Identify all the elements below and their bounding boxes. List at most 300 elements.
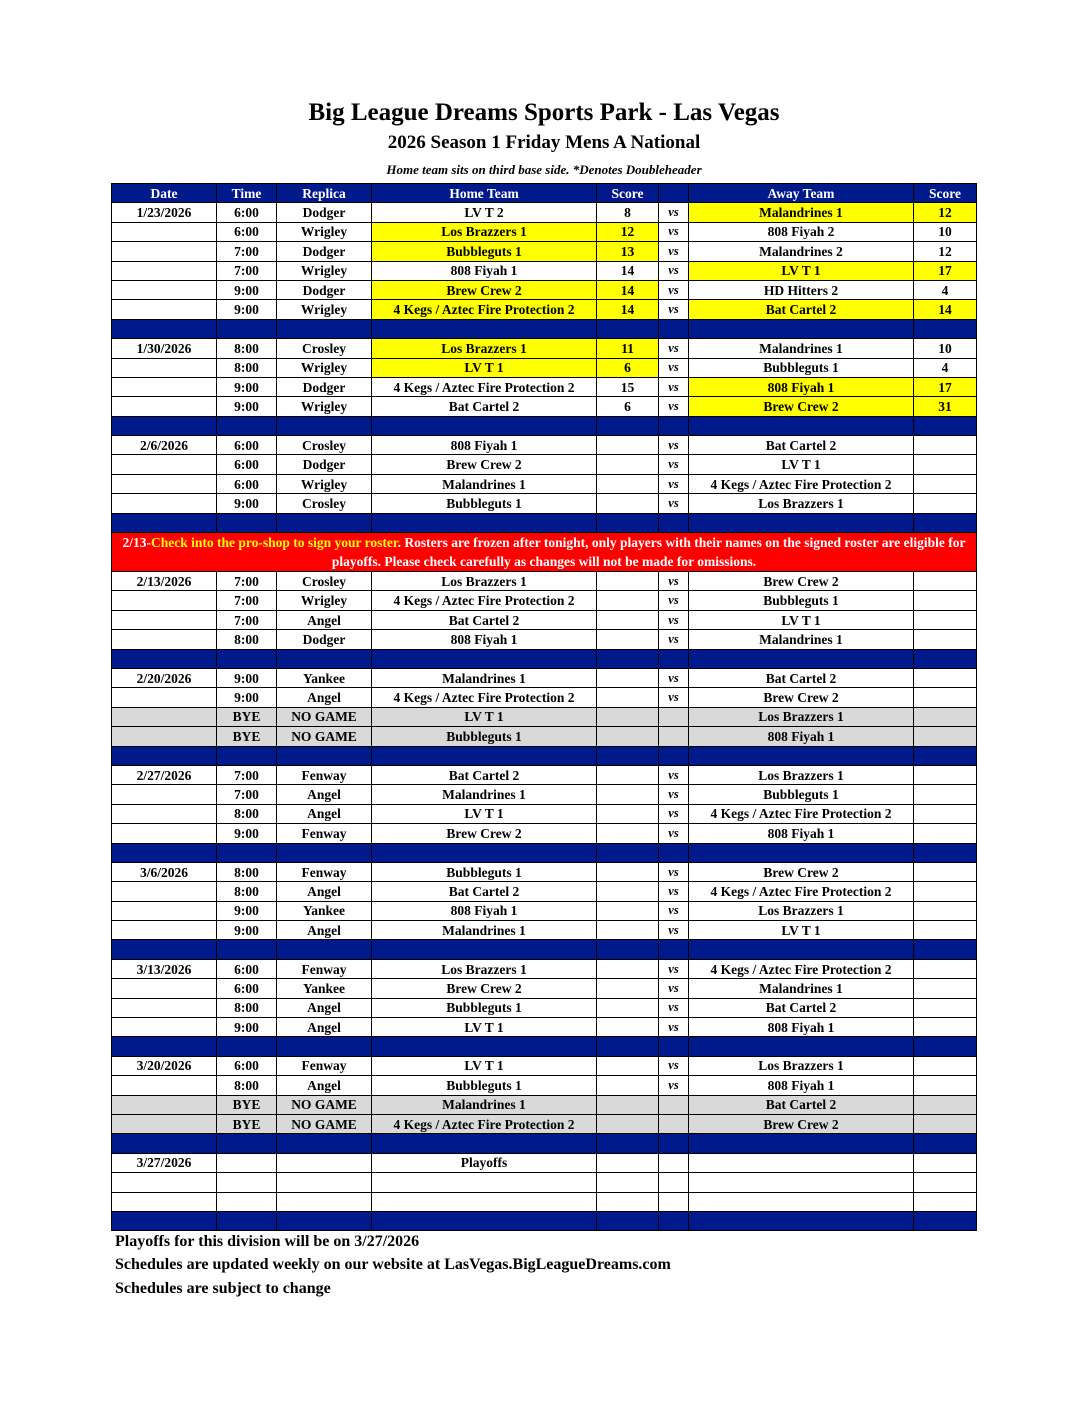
separator-cell	[112, 843, 217, 862]
away-score-cell	[914, 998, 977, 1017]
home-team-cell: Bubbleguts 1	[372, 727, 597, 746]
date-cell: 3/6/2026	[112, 862, 217, 881]
game-row	[112, 785, 977, 804]
away-score-cell	[914, 882, 977, 901]
vs-cell: vs	[659, 765, 689, 784]
vs-cell	[659, 1173, 689, 1192]
away-score-cell	[914, 824, 977, 843]
replica-cell: Crosley	[277, 339, 372, 358]
date-cell: 1/30/2026	[112, 339, 217, 358]
replica-cell: Fenway	[277, 765, 372, 784]
vs-cell: vs	[659, 377, 689, 396]
time-cell: 7:00	[217, 572, 277, 591]
separator-cell	[112, 649, 217, 668]
game-row	[112, 280, 977, 299]
home-team-cell	[372, 1173, 597, 1192]
date-cell	[112, 804, 217, 823]
game-row	[112, 222, 977, 241]
separator-cell	[217, 746, 277, 765]
away-team-cell: Los Brazzers 1	[689, 494, 914, 513]
separator-cell	[597, 649, 659, 668]
separator-cell	[372, 1134, 597, 1153]
separator-cell	[659, 1211, 689, 1230]
date-cell	[112, 901, 217, 920]
col-header-home-team: Home Team	[372, 184, 597, 203]
away-team-cell: Bubbleguts 1	[689, 785, 914, 804]
home-score-cell	[597, 804, 659, 823]
time-cell: 8:00	[217, 1076, 277, 1095]
date-cell	[112, 1173, 217, 1192]
vs-cell: vs	[659, 436, 689, 455]
week-separator-row	[112, 1037, 977, 1056]
separator-cell	[597, 940, 659, 959]
separator-cell	[277, 1211, 372, 1230]
away-score-cell	[914, 1076, 977, 1095]
home-team-cell: Brew Crew 2	[372, 824, 597, 843]
away-team-cell: Bubbleguts 1	[689, 358, 914, 377]
replica-cell: Wrigley	[277, 397, 372, 416]
away-score-cell	[914, 1018, 977, 1037]
time-cell: 9:00	[217, 901, 277, 920]
week-separator-row	[112, 649, 977, 668]
home-team-cell: Bubbleguts 1	[372, 494, 597, 513]
date-cell: 2/13/2026	[112, 572, 217, 591]
separator-cell	[914, 513, 977, 532]
separator-cell	[217, 319, 277, 338]
separator-cell	[112, 940, 217, 959]
footer-disclaimer-line: Schedules are subject to change	[115, 1280, 331, 1297]
roster-notice-row	[112, 533, 977, 572]
date-cell	[112, 610, 217, 629]
home-team-cell: 808 Fiyah 1	[372, 261, 597, 280]
time-cell: BYE	[217, 727, 277, 746]
game-row	[112, 630, 977, 649]
vs-cell: vs	[659, 494, 689, 513]
home-team-cell: Malandrines 1	[372, 1095, 597, 1114]
vs-cell: vs	[659, 668, 689, 687]
time-cell	[217, 1192, 277, 1211]
away-score-cell: 4	[914, 358, 977, 377]
away-score-cell	[914, 1173, 977, 1192]
season-subtitle: 2026 Season 1 Friday Mens A National	[387, 132, 701, 153]
separator-cell	[277, 416, 372, 435]
date-cell	[112, 785, 217, 804]
home-team-cell: LV T 1	[372, 358, 597, 377]
home-team-cell: Los Brazzers 1	[372, 572, 597, 591]
separator-cell	[277, 319, 372, 338]
away-team-cell: Brew Crew 2	[689, 397, 914, 416]
week-separator-row	[112, 1134, 977, 1153]
week-separator-row	[112, 1211, 977, 1230]
away-team-cell: Los Brazzers 1	[689, 901, 914, 920]
home-score-cell: 13	[597, 242, 659, 261]
separator-cell	[659, 649, 689, 668]
replica-cell: Angel	[277, 688, 372, 707]
away-team-cell: Brew Crew 2	[689, 862, 914, 881]
date-cell	[112, 474, 217, 493]
away-team-cell: 4 Kegs / Aztec Fire Protection 2	[689, 959, 914, 978]
separator-cell	[277, 940, 372, 959]
away-score-cell	[914, 630, 977, 649]
home-team-cell: 4 Kegs / Aztec Fire Protection 2	[372, 377, 597, 396]
time-cell: 9:00	[217, 668, 277, 687]
date-cell: 3/20/2026	[112, 1056, 217, 1075]
separator-cell	[914, 746, 977, 765]
away-team-cell: Malandrines 1	[689, 339, 914, 358]
date-cell: 2/20/2026	[112, 668, 217, 687]
home-team-cell: Bubbleguts 1	[372, 242, 597, 261]
notice-highlight: Check into the pro-shop to sign your roster	[151, 535, 398, 551]
away-team-cell: 808 Fiyah 1	[689, 1018, 914, 1037]
replica-cell: Angel	[277, 785, 372, 804]
away-team-cell: Bat Cartel 2	[689, 300, 914, 319]
away-score-cell	[914, 959, 977, 978]
away-score-cell: 12	[914, 203, 977, 222]
schedule-table	[111, 183, 977, 1231]
home-team-cell: Bat Cartel 2	[372, 882, 597, 901]
game-row	[112, 339, 977, 358]
time-cell: 8:00	[217, 882, 277, 901]
home-score-cell	[597, 727, 659, 746]
replica-cell: NO GAME	[277, 727, 372, 746]
time-cell: 6:00	[217, 436, 277, 455]
away-score-cell	[914, 804, 977, 823]
away-score-cell	[914, 591, 977, 610]
replica-cell	[277, 1173, 372, 1192]
game-row	[112, 397, 977, 416]
game-row	[112, 1192, 977, 1211]
time-cell: 9:00	[217, 824, 277, 843]
separator-cell	[217, 1037, 277, 1056]
date-cell	[112, 727, 217, 746]
replica-cell: Fenway	[277, 959, 372, 978]
time-cell: 9:00	[217, 494, 277, 513]
home-team-cell: Malandrines 1	[372, 921, 597, 940]
home-team-cell: LV T 1	[372, 1056, 597, 1075]
game-row	[112, 979, 977, 998]
date-cell	[112, 998, 217, 1017]
week-separator-row	[112, 746, 977, 765]
away-score-cell	[914, 1056, 977, 1075]
date-cell	[112, 707, 217, 726]
vs-cell	[659, 727, 689, 746]
away-score-cell: 12	[914, 242, 977, 261]
vs-cell: vs	[659, 959, 689, 978]
separator-cell	[689, 746, 914, 765]
separator-cell	[689, 416, 914, 435]
away-team-cell: Los Brazzers 1	[689, 765, 914, 784]
away-team-cell: 4 Kegs / Aztec Fire Protection 2	[689, 882, 914, 901]
time-cell: 9:00	[217, 300, 277, 319]
separator-cell	[112, 513, 217, 532]
schedule-body	[112, 203, 977, 1231]
home-team-cell: Bat Cartel 2	[372, 765, 597, 784]
time-cell: 6:00	[217, 222, 277, 241]
col-header-away-score: Score	[914, 184, 977, 203]
time-cell: BYE	[217, 1095, 277, 1114]
game-row	[112, 804, 977, 823]
time-cell: 6:00	[217, 455, 277, 474]
vs-cell: vs	[659, 591, 689, 610]
home-score-cell	[597, 610, 659, 629]
separator-cell	[914, 1037, 977, 1056]
separator-cell	[659, 843, 689, 862]
home-score-cell	[597, 494, 659, 513]
vs-cell: vs	[659, 242, 689, 261]
date-cell	[112, 280, 217, 299]
home-team-cell: 808 Fiyah 1	[372, 901, 597, 920]
separator-cell	[597, 1211, 659, 1230]
separator-cell	[372, 513, 597, 532]
footer-playoffs-line: Playoffs for this division will be on 3/27/2026	[115, 1233, 420, 1250]
home-team-cell: 4 Kegs / Aztec Fire Protection 2	[372, 300, 597, 319]
separator-cell	[277, 513, 372, 532]
notice-date: 2/13-	[122, 535, 152, 551]
away-team-cell: Bubbleguts 1	[689, 591, 914, 610]
away-score-cell	[914, 1095, 977, 1114]
separator-cell	[689, 940, 914, 959]
date-cell	[112, 921, 217, 940]
home-score-cell	[597, 882, 659, 901]
date-cell: 3/27/2026	[112, 1153, 217, 1172]
away-score-cell	[914, 785, 977, 804]
replica-cell: Fenway	[277, 824, 372, 843]
game-row	[112, 300, 977, 319]
replica-cell	[277, 1192, 372, 1211]
separator-cell	[659, 513, 689, 532]
col-header-away-team: Away Team	[689, 184, 914, 203]
vs-cell: vs	[659, 1076, 689, 1095]
game-row	[112, 901, 977, 920]
separator-cell	[372, 746, 597, 765]
separator-cell	[277, 746, 372, 765]
away-score-cell: 10	[914, 339, 977, 358]
game-row	[112, 358, 977, 377]
home-score-cell	[597, 959, 659, 978]
date-cell	[112, 300, 217, 319]
game-row	[112, 474, 977, 493]
replica-cell: Wrigley	[277, 300, 372, 319]
separator-cell	[597, 746, 659, 765]
home-score-cell	[597, 862, 659, 881]
away-score-cell: 14	[914, 300, 977, 319]
home-score-cell	[597, 668, 659, 687]
separator-cell	[597, 843, 659, 862]
separator-cell	[112, 416, 217, 435]
replica-cell: Wrigley	[277, 222, 372, 241]
time-cell: 7:00	[217, 785, 277, 804]
vs-cell	[659, 707, 689, 726]
replica-cell: Yankee	[277, 668, 372, 687]
separator-cell	[372, 940, 597, 959]
replica-cell: Dodger	[277, 203, 372, 222]
home-team-cell: 4 Kegs / Aztec Fire Protection 2	[372, 688, 597, 707]
date-cell	[112, 242, 217, 261]
home-score-cell	[597, 1153, 659, 1172]
separator-cell	[914, 319, 977, 338]
replica-cell: Dodger	[277, 242, 372, 261]
replica-cell: Angel	[277, 804, 372, 823]
home-score-cell	[597, 474, 659, 493]
replica-cell	[277, 1153, 372, 1172]
away-score-cell	[914, 862, 977, 881]
game-row	[112, 377, 977, 396]
separator-cell	[689, 843, 914, 862]
separator-cell	[689, 319, 914, 338]
away-score-cell	[914, 707, 977, 726]
away-team-cell: Brew Crew 2	[689, 688, 914, 707]
replica-cell: Angel	[277, 921, 372, 940]
home-team-cell: 808 Fiyah 1	[372, 436, 597, 455]
vs-cell: vs	[659, 901, 689, 920]
footer-website-line: Schedules are updated weekly on our website at LasVegas.BigLeagueDreams.com	[115, 1256, 671, 1273]
home-score-cell	[597, 979, 659, 998]
game-row	[112, 572, 977, 591]
col-header-time: Time	[217, 184, 277, 203]
away-team-cell: LV T 1	[689, 610, 914, 629]
replica-cell: NO GAME	[277, 1095, 372, 1114]
away-team-cell: Malandrines 1	[689, 630, 914, 649]
home-team-cell: Bat Cartel 2	[372, 610, 597, 629]
away-team-cell: Brew Crew 2	[689, 1114, 914, 1133]
replica-cell: Crosley	[277, 436, 372, 455]
week-separator-row	[112, 940, 977, 959]
replica-cell: Dodger	[277, 377, 372, 396]
home-score-cell	[597, 688, 659, 707]
home-score-cell	[597, 921, 659, 940]
vs-cell: vs	[659, 921, 689, 940]
game-row	[112, 494, 977, 513]
home-team-cell	[372, 1192, 597, 1211]
date-cell	[112, 979, 217, 998]
home-score-cell: 6	[597, 397, 659, 416]
replica-cell: NO GAME	[277, 707, 372, 726]
time-cell: 7:00	[217, 261, 277, 280]
game-row	[112, 688, 977, 707]
home-team-cell: LV T 1	[372, 1018, 597, 1037]
vs-cell: vs	[659, 688, 689, 707]
away-team-cell: 808 Fiyah 1	[689, 824, 914, 843]
separator-cell	[217, 416, 277, 435]
away-team-cell: HD Hitters 2	[689, 280, 914, 299]
time-cell: 6:00	[217, 979, 277, 998]
away-team-cell: 808 Fiyah 1	[689, 1076, 914, 1095]
home-team-note: Home team sits on third base side. *Denotes Doubleheader	[386, 162, 702, 177]
date-cell	[112, 882, 217, 901]
replica-cell: Angel	[277, 882, 372, 901]
away-score-cell	[914, 979, 977, 998]
game-row	[112, 862, 977, 881]
date-cell	[112, 397, 217, 416]
game-row	[112, 610, 977, 629]
home-score-cell	[597, 1114, 659, 1133]
col-header-replica: Replica	[277, 184, 372, 203]
replica-cell: Wrigley	[277, 358, 372, 377]
separator-cell	[112, 1134, 217, 1153]
time-cell: 8:00	[217, 339, 277, 358]
home-score-cell	[597, 455, 659, 474]
vs-cell: vs	[659, 280, 689, 299]
separator-cell	[112, 1037, 217, 1056]
vs-cell: vs	[659, 630, 689, 649]
col-header-date: Date	[112, 184, 217, 203]
date-cell	[112, 688, 217, 707]
home-team-cell: Malandrines 1	[372, 668, 597, 687]
replica-cell: Wrigley	[277, 261, 372, 280]
home-team-cell: LV T 1	[372, 707, 597, 726]
vs-cell: vs	[659, 1018, 689, 1037]
date-cell	[112, 1095, 217, 1114]
home-score-cell	[597, 630, 659, 649]
away-team-cell: LV T 1	[689, 261, 914, 280]
away-team-cell: Malandrines 1	[689, 203, 914, 222]
time-cell: 6:00	[217, 959, 277, 978]
game-row	[112, 882, 977, 901]
away-team-cell: 808 Fiyah 1	[689, 377, 914, 396]
vs-cell: vs	[659, 339, 689, 358]
replica-cell: NO GAME	[277, 1114, 372, 1133]
separator-cell	[689, 1134, 914, 1153]
away-score-cell	[914, 688, 977, 707]
away-team-cell	[689, 1153, 914, 1172]
home-score-cell	[597, 785, 659, 804]
replica-cell: Wrigley	[277, 591, 372, 610]
game-row	[112, 998, 977, 1017]
game-row	[112, 1173, 977, 1192]
week-separator-row	[112, 843, 977, 862]
separator-cell	[372, 416, 597, 435]
time-cell	[217, 1173, 277, 1192]
separator-cell	[277, 1134, 372, 1153]
game-row	[112, 1076, 977, 1095]
away-team-cell: LV T 1	[689, 455, 914, 474]
separator-cell	[597, 416, 659, 435]
separator-cell	[659, 1037, 689, 1056]
separator-cell	[217, 940, 277, 959]
game-row	[112, 668, 977, 687]
date-cell: 2/6/2026	[112, 436, 217, 455]
separator-cell	[659, 319, 689, 338]
replica-cell: Angel	[277, 1076, 372, 1095]
home-score-cell	[597, 765, 659, 784]
vs-cell: vs	[659, 979, 689, 998]
bye-row	[112, 1114, 977, 1133]
vs-cell: vs	[659, 998, 689, 1017]
separator-cell	[112, 746, 217, 765]
separator-cell	[372, 1037, 597, 1056]
home-score-cell: 11	[597, 339, 659, 358]
date-cell	[112, 824, 217, 843]
separator-cell	[914, 1134, 977, 1153]
away-team-cell: 808 Fiyah 1	[689, 727, 914, 746]
vs-cell: vs	[659, 397, 689, 416]
home-team-cell: Bubbleguts 1	[372, 862, 597, 881]
home-team-cell: Los Brazzers 1	[372, 222, 597, 241]
game-row	[112, 765, 977, 784]
vs-cell: vs	[659, 300, 689, 319]
vs-cell	[659, 1192, 689, 1211]
game-row	[112, 455, 977, 474]
away-team-cell: 4 Kegs / Aztec Fire Protection 2	[689, 474, 914, 493]
vs-cell: vs	[659, 572, 689, 591]
replica-cell: Crosley	[277, 572, 372, 591]
separator-cell	[659, 1134, 689, 1153]
separator-cell	[689, 1037, 914, 1056]
replica-cell: Dodger	[277, 630, 372, 649]
away-score-cell	[914, 727, 977, 746]
time-cell: 6:00	[217, 1056, 277, 1075]
week-separator-row	[112, 319, 977, 338]
